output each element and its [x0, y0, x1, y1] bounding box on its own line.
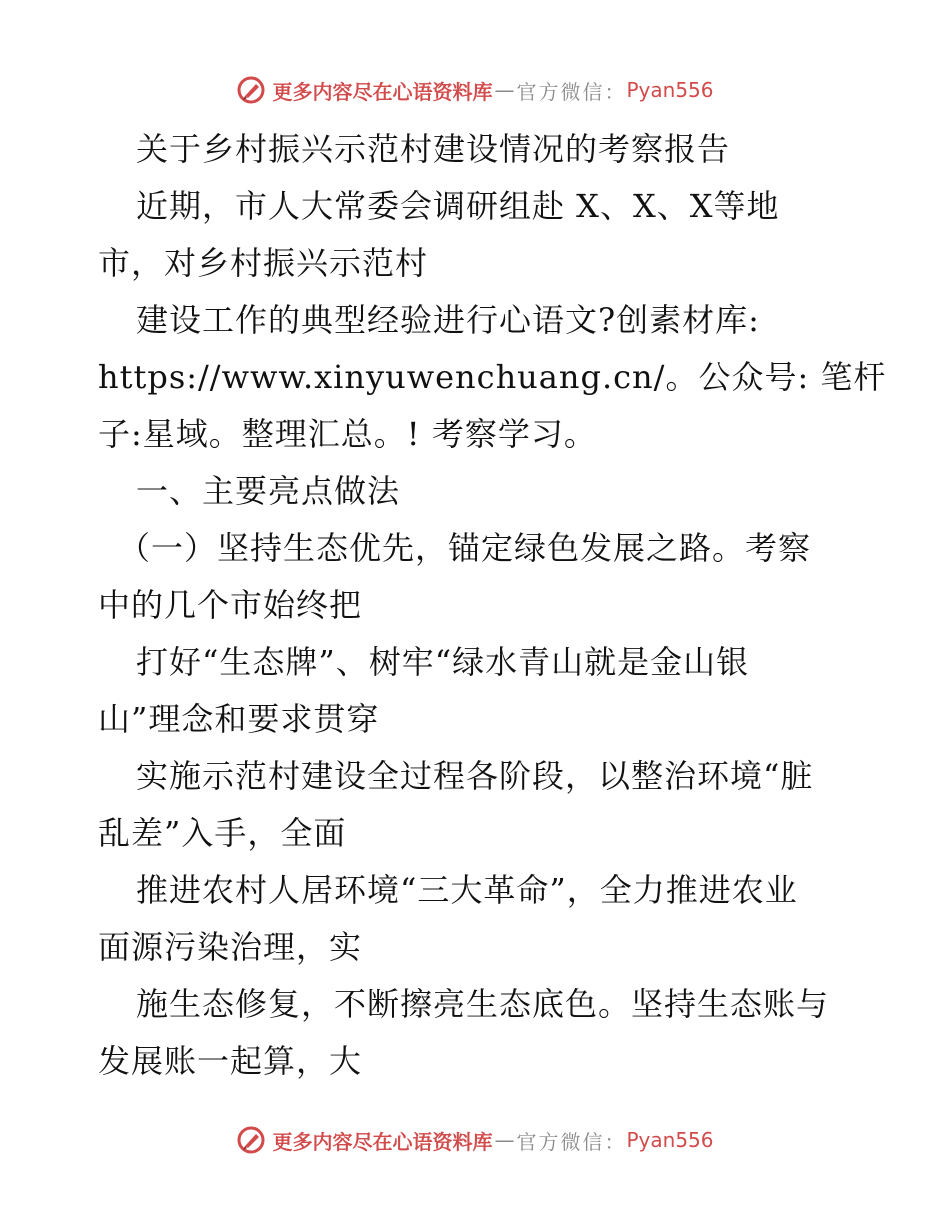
paragraph-line: 近期，市人大常委会调研组赴 X、X、X等地 — [136, 187, 780, 225]
watermark-footer — [0, 1120, 950, 1160]
paragraph-line: 实施示范村建设全过程各阶段，以整治环境“脏 — [136, 757, 814, 795]
watermark-official-label: 官方微信： — [516, 79, 627, 104]
paragraph-line: 打好“生态牌”、树牢“绿水青山就是金山银 — [136, 643, 750, 681]
paragraph-line: 中的几个市始终把 — [98, 586, 363, 624]
watermark-official-label: 官方微信： — [516, 1129, 627, 1154]
paragraph-line: 推进农村人居环境“三大革命”，全力推进农业 — [136, 871, 798, 909]
watermark-separator: — — [494, 78, 515, 102]
section-heading: 一、主要亮点做法 — [136, 472, 401, 510]
paragraph-line: 乱差”入手，全面 — [98, 814, 347, 852]
watermark-brand: 更多内容尽在心语资料库 — [272, 1129, 493, 1154]
watermark-header — [0, 70, 950, 110]
paragraph-line: 面源污染治理，实 — [98, 928, 363, 966]
pen-circle-logo-icon — [236, 1125, 266, 1155]
paragraph-line: 发展账一起算，大 — [98, 1042, 363, 1080]
watermark-brand: 更多内容尽在心语资料库 — [272, 79, 493, 104]
paragraph-line: 市，对乡村振兴示范村 — [98, 244, 429, 282]
paragraph-line: 施生态修复，不断擦亮生态底色。坚持生态账与 — [136, 985, 830, 1023]
watermark-wechat-id: Pyan556 — [626, 1128, 714, 1152]
paragraph-line: 山”理念和要求贯穿 — [98, 700, 380, 738]
document-title: 关于乡村振兴示范村建设情况的考察报告 — [136, 130, 731, 168]
paragraph-line: 建设工作的典型经验进行心语文?创素材库: — [136, 301, 760, 339]
pen-circle-logo-icon — [236, 75, 266, 105]
document-body — [98, 121, 887, 1090]
paragraph-line: https://www.xinyuwenchuang.cn/。公众号: 笔杆 — [98, 358, 887, 396]
paragraph-line: 子:星域。整理汇总。! 考察学习。 — [98, 415, 597, 453]
watermark-separator: — — [494, 1128, 515, 1152]
subsection-heading: （一）坚持生态优先，锚定绿色发展之路。考察 — [118, 529, 812, 567]
watermark-wechat-id: Pyan556 — [626, 78, 714, 102]
